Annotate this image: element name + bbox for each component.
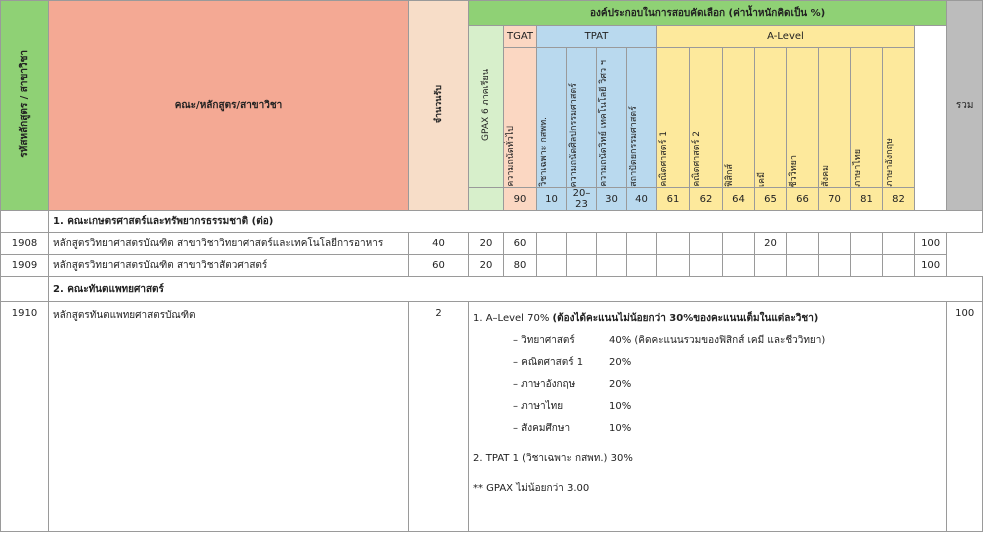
total-value: 100 <box>947 302 983 532</box>
dental-criteria <box>469 302 947 532</box>
subject-header: ความถนัดศิลปกรรมศาสตร์ <box>567 48 597 188</box>
gpax-code-cell <box>469 188 504 211</box>
code-column-header: รหัสหลักสูตร / สาขาวิชา <box>1 1 49 211</box>
section-row <box>1 277 983 302</box>
group-alevel: A-Level <box>657 26 915 48</box>
criteria-item: – ภาษาไทย 10% <box>513 401 632 412</box>
total-column-header: รวม <box>947 1 983 211</box>
total-value: 100 <box>915 233 947 255</box>
subject-header: เคมี <box>755 48 787 188</box>
subject-code: 20–23 <box>567 188 597 211</box>
subject-code: 90 <box>504 188 537 211</box>
subject-header: สังคม <box>819 48 851 188</box>
section-title: 2. คณะทันตแพทยศาสตร์ <box>49 277 983 302</box>
subject-header: ความถนัดวิทย์ เทคโนโลยี วิศว ฯ <box>597 48 627 188</box>
subject-header: สถาปัตยกรรมศาสตร์ <box>627 48 657 188</box>
subject-code: 81 <box>851 188 883 211</box>
criteria-item: – ภาษาอังกฤษ 20% <box>513 379 632 390</box>
gpax-line: ** GPAX ไม่น้อยกว่า 3.00 <box>473 483 590 494</box>
program-code: 1908 <box>1 233 49 255</box>
seats-value: 60 <box>409 255 469 277</box>
subject-header: ภาษาไทย <box>851 48 883 188</box>
seats-value: 40 <box>409 233 469 255</box>
gpax-value: 20 <box>469 255 504 277</box>
subject-header: ชีววิทยา <box>787 48 819 188</box>
table-row <box>1 255 983 277</box>
subject-code: 62 <box>690 188 723 211</box>
alevel-line: 1. A–Level 70% (ต้องได้คะแนนไม่น้อยกว่า 30%ของคะแนนเต็มในแต่ละวิชา) <box>473 313 819 324</box>
subject-code: 30 <box>597 188 627 211</box>
tgat-value: 80 <box>504 255 537 277</box>
total-value: 100 <box>915 255 947 277</box>
seats-column-header: จำนวนรับ <box>409 1 469 211</box>
gpax-column-header: GPAX 6 ภาคเรียน <box>469 26 504 188</box>
table-row <box>1 302 983 532</box>
section-title: 1. คณะเกษตรศาสตร์และทรัพยากรธรรมชาติ (ต่อ) <box>49 211 983 233</box>
tpat-line: 2. TPAT 1 (วิชาเฉพาะ กสพท.) 30% <box>473 453 633 464</box>
subject-code: 61 <box>657 188 690 211</box>
subject-code: 40 <box>627 188 657 211</box>
subject-code: 10 <box>537 188 567 211</box>
program-name: หลักสูตรวิทยาศาสตรบัณฑิต สาขาวิชาวิทยาศาสตร์และเทคโนโลยีการอาหาร <box>49 233 409 255</box>
subject-header: ฟิสิกส์ <box>723 48 755 188</box>
group-tgat: TGAT <box>504 26 537 48</box>
criteria-item: – สังคมศึกษา 10% <box>513 423 632 434</box>
subject-code: 65 <box>755 188 787 211</box>
program-name: หลักสูตรวิทยาศาสตรบัณฑิต สาขาวิชาสัตวศาสตร์ <box>49 255 409 277</box>
subject-code: 70 <box>819 188 851 211</box>
subject-header: ความถนัดทั่วไป <box>504 48 537 188</box>
criteria-item: – คณิตศาสตร์ 1 20% <box>513 357 632 368</box>
subject-header: คณิตศาสตร์ 2 <box>690 48 723 188</box>
tgat-value: 60 <box>504 233 537 255</box>
chem-value: 20 <box>755 233 787 255</box>
table-row <box>1 233 983 255</box>
subject-code: 82 <box>883 188 915 211</box>
subject-code: 66 <box>787 188 819 211</box>
group-tpat: TPAT <box>537 26 657 48</box>
program-code: 1909 <box>1 255 49 277</box>
program-name: หลักสูตรทันตแพทยศาสตรบัณฑิต <box>49 302 409 532</box>
gpax-value: 20 <box>469 233 504 255</box>
criteria-item: – วิทยาศาสตร์ 40% (คิดคะแนนรวมของฟิสิกส์ เคมี และชีววิทยา) <box>513 335 826 346</box>
subject-header: คณิตศาสตร์ 1 <box>657 48 690 188</box>
program-code: 1910 <box>1 302 49 532</box>
section-row <box>1 211 983 233</box>
subject-header: ภาษาอังกฤษ <box>883 48 915 188</box>
seats-value: 2 <box>409 302 469 532</box>
name-column-header: คณะ/หลักสูตร/สาขาวิชา <box>49 1 409 211</box>
components-header: องค์ประกอบในการสอบคัดเลือก (ค่าน้ำหนักคิดเป็น %) <box>469 1 947 26</box>
subject-code: 64 <box>723 188 755 211</box>
subject-header: วิชาเฉพาะ กสพท. <box>537 48 567 188</box>
